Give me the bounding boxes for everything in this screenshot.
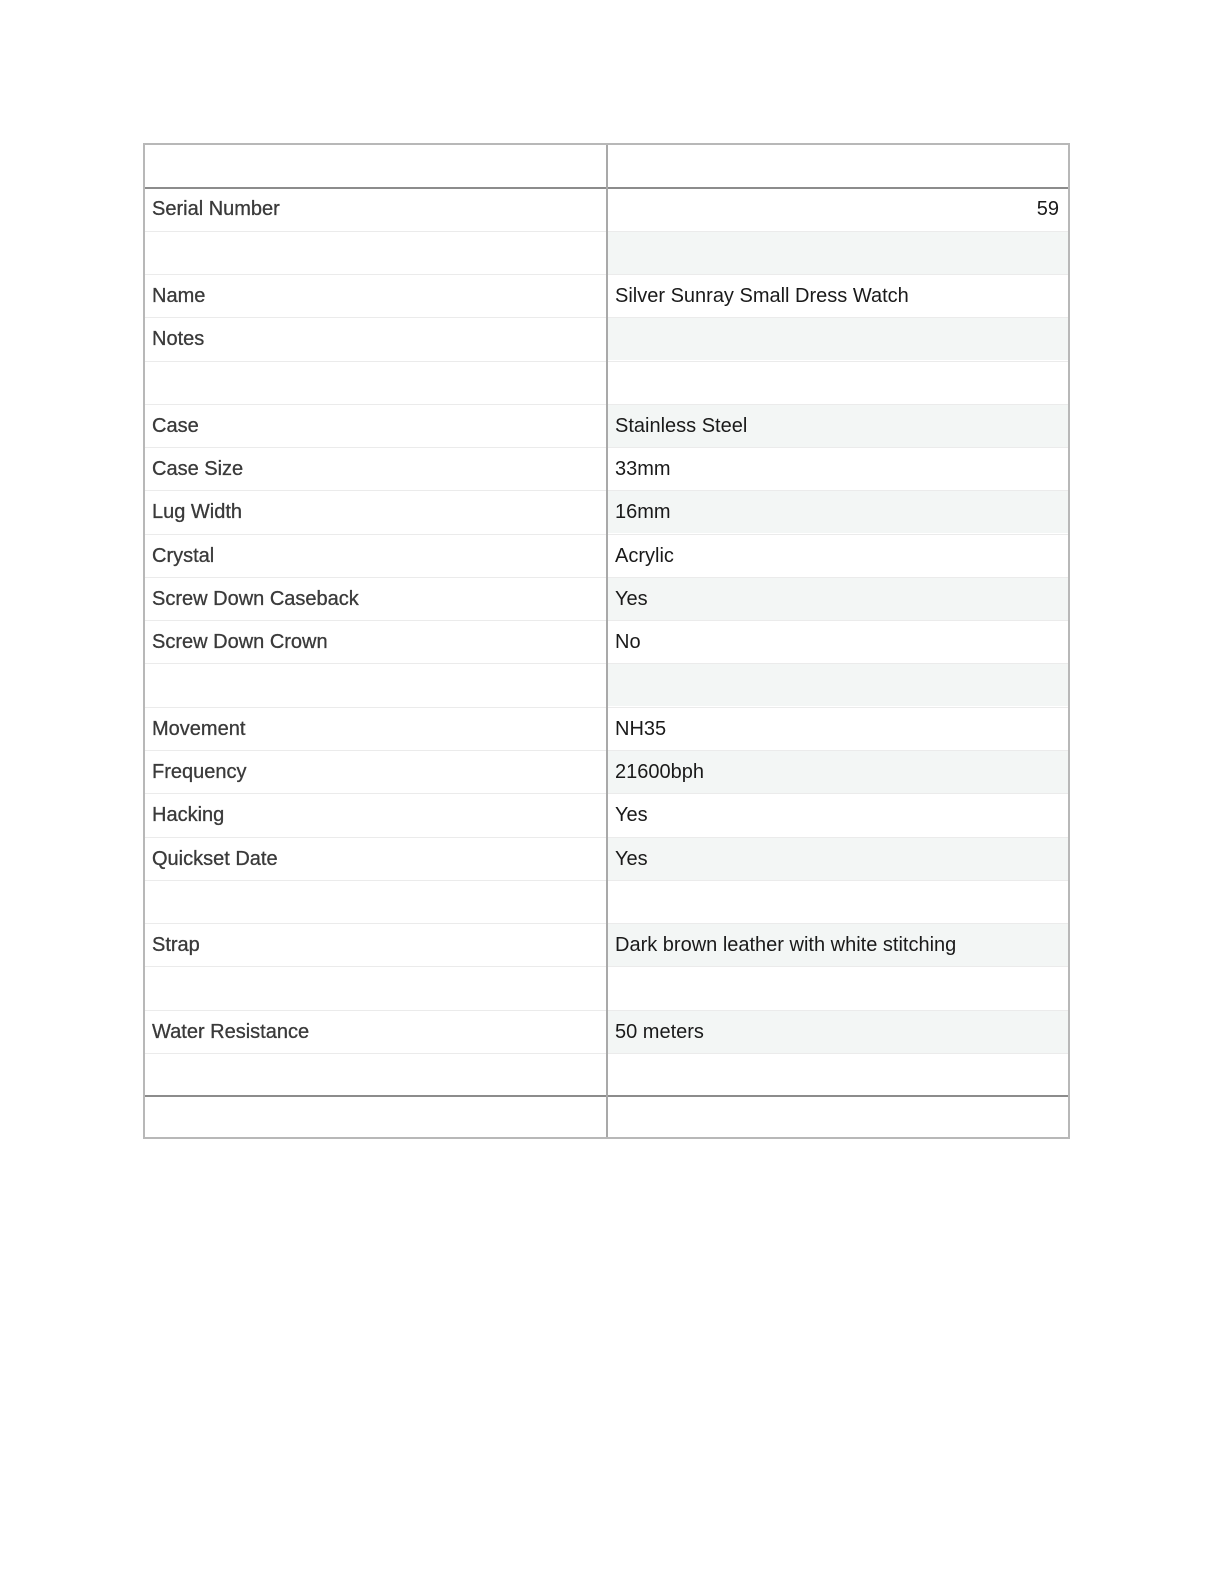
header-cell-value xyxy=(607,145,1068,188)
row-value xyxy=(607,362,1068,404)
row-value xyxy=(607,664,1068,706)
row-label: Notes xyxy=(152,327,205,350)
row-value: Yes xyxy=(615,803,648,826)
row-label xyxy=(145,362,607,404)
row-label: Crystal xyxy=(152,544,215,567)
row-label: Screw Down Caseback xyxy=(152,587,359,610)
row-label: Serial Number xyxy=(152,198,280,220)
row-value: Stainless Steel xyxy=(607,405,1068,447)
row-value xyxy=(607,967,1068,1009)
watch-spec-table xyxy=(143,143,1070,1139)
footer-cell-label xyxy=(145,1097,607,1138)
row-value xyxy=(607,881,1068,923)
row-value: 59 xyxy=(1036,198,1059,220)
row-label xyxy=(145,664,607,706)
row-label: Strap xyxy=(152,933,200,956)
row-label: Case xyxy=(152,414,199,437)
row-value: 50 meters xyxy=(607,1011,1068,1053)
row-label: Case Size xyxy=(152,457,244,480)
header-cell-label xyxy=(145,145,607,188)
footer-cell-value xyxy=(607,1097,1068,1138)
row-value: NH35 xyxy=(615,717,667,740)
row-value: No xyxy=(615,630,641,653)
row-value xyxy=(607,1054,1068,1096)
row-label: Movement xyxy=(152,717,246,740)
row-label xyxy=(145,967,607,1009)
row-label xyxy=(145,881,607,923)
row-label xyxy=(145,1054,607,1096)
row-value: Yes xyxy=(607,838,1068,880)
row-value: 16mm xyxy=(607,491,1068,533)
row-label xyxy=(145,232,607,274)
row-value: Acrylic xyxy=(615,544,674,567)
row-label: Water Resistance xyxy=(152,1020,310,1043)
column-divider xyxy=(606,145,608,1137)
row-label: Screw Down Crown xyxy=(152,630,328,653)
row-label: Lug Width xyxy=(152,500,243,523)
row-label: Frequency xyxy=(152,760,247,783)
row-value: Dark brown leather with white stitching xyxy=(607,924,1068,966)
row-value: Yes xyxy=(607,578,1068,620)
row-value xyxy=(607,232,1068,274)
row-label: Quickset Date xyxy=(152,847,278,870)
row-value: 33mm xyxy=(615,457,671,480)
row-value xyxy=(607,318,1068,360)
row-label: Hacking xyxy=(152,803,225,826)
row-label: Name xyxy=(152,284,206,307)
row-value: 21600bph xyxy=(607,751,1068,793)
row-value: Silver Sunray Small Dress Watch xyxy=(615,284,909,307)
